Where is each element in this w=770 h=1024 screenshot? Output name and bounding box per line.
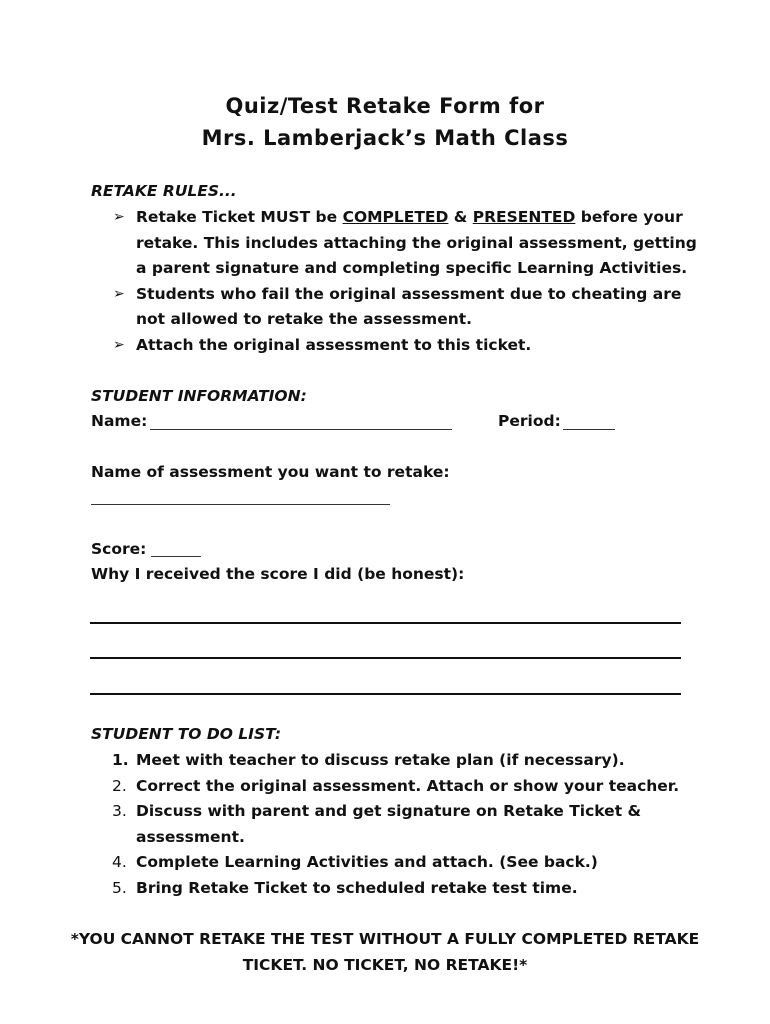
completed-emphasis: COMPLETED (342, 208, 449, 226)
rule-item-2-line1: Students who fail the original assessment due to cheating are (136, 285, 682, 303)
todo-list-heading: STUDENT TO DO LIST: (91, 725, 282, 743)
student-information-heading: STUDENT INFORMATION: (91, 387, 307, 405)
todo-number-3: 3. (112, 802, 127, 820)
bullet-arrow-icon: ➢ (113, 337, 125, 353)
name-blank-line[interactable] (150, 429, 452, 430)
why-answer-line-1[interactable] (90, 622, 681, 624)
rule-item-1-amp: & (448, 208, 473, 226)
todo-number-4: 4. (112, 853, 127, 871)
todo-item-3-line2: assessment. (136, 828, 245, 846)
presented-emphasis: PRESENTED (472, 208, 576, 226)
assessment-name-label: Name of assessment you want to retake: (91, 463, 450, 481)
rule-item-1-text-a: Retake Ticket MUST be (136, 208, 343, 226)
name-label: Name: (91, 412, 148, 430)
form-title-line2: Mrs. Lamberjack’s Math Class (201, 126, 569, 150)
score-label: Score: (91, 540, 147, 558)
retake-rules-heading: RETAKE RULES... (91, 182, 237, 200)
why-score-label: Why I received the score I did (be honest): (91, 565, 465, 583)
score-blank-line[interactable] (151, 556, 201, 557)
bullet-arrow-icon: ➢ (113, 209, 125, 225)
bullet-arrow-icon: ➢ (113, 286, 125, 302)
rule-item-2-line2: not allowed to retake the assessment. (136, 310, 473, 328)
rule-item-1-line3: a parent signature and completing specific Learning Activities. (136, 259, 688, 277)
todo-number-5: 5. (112, 879, 127, 897)
rule-item-1-line1 (136, 207, 683, 227)
rule-item-1-text-b: before your (575, 208, 683, 226)
todo-item-1: Meet with teacher to discuss retake plan (if necessary). (136, 751, 625, 769)
period-label: Period: (498, 412, 561, 430)
todo-item-4: Complete Learning Activities and attach. (See back.) (136, 853, 598, 871)
assessment-name-blank-line[interactable] (91, 504, 390, 505)
rule-item-1-line2: retake. This includes attaching the original assessment, getting (136, 234, 697, 252)
todo-item-3-line1: Discuss with parent and get signature on Retake Ticket & (136, 802, 642, 820)
todo-item-2: Correct the original assessment. Attach or show your teacher. (136, 777, 680, 795)
todo-number-2: 2. (112, 777, 127, 795)
why-answer-line-2[interactable] (90, 657, 681, 659)
period-blank-line[interactable] (563, 429, 615, 430)
rule-item-3-line1: Attach the original assessment to this ticket. (136, 336, 532, 354)
warning-line-1: *YOU CANNOT RETAKE THE TEST WITHOUT A FULLY COMPLETED RETAKE (70, 930, 700, 948)
why-answer-line-3[interactable] (90, 693, 681, 695)
form-title-line1: Quiz/Test Retake Form for (225, 94, 545, 118)
todo-item-5: Bring Retake Ticket to scheduled retake test time. (136, 879, 578, 897)
warning-line-2: TICKET. NO TICKET, NO RETAKE!* (242, 956, 528, 974)
todo-number-1: 1. (112, 751, 129, 769)
